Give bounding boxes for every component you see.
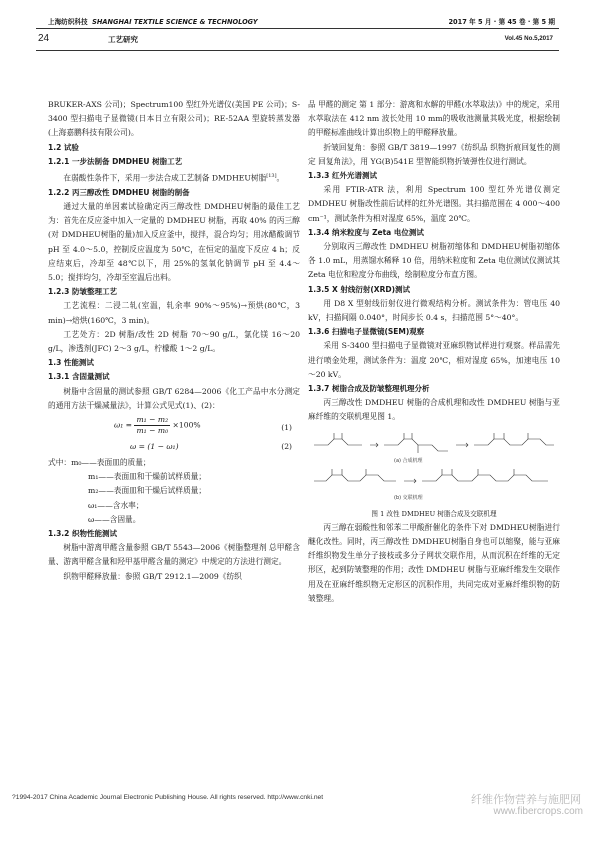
figure-caption: 图 1 改性 DMDHEU 树脂合成及交联机理	[371, 509, 497, 518]
definition-item: m₂——表面皿和干燥后试样质量；	[88, 486, 207, 496]
heading-1-3: 1.3 性能测试	[48, 358, 94, 368]
reaction-scheme	[308, 429, 560, 507]
section-title: 工艺研究	[108, 35, 138, 44]
definition-item: m₁——表面皿和干燥前试样质量；	[88, 472, 207, 482]
eq1-lhs: ω₁ =	[114, 420, 133, 430]
copyright-notice: ?1994-2017 China Academic Journal Electronic Publishing House. All rights reserved. http://www.cnki.net	[12, 794, 324, 801]
page-footer	[0, 794, 595, 818]
running-header	[0, 14, 595, 28]
journal-name: 上海纺织科技 SHANGHAI TEXTILE SCIENCE & TECHNOLOGY	[48, 18, 258, 26]
heading-1-3-1: 1.3.1 含固量测试	[48, 372, 110, 382]
figure-1	[308, 429, 560, 507]
paragraph-1-2-2: 通过大量的单因素试验确定丙三醇改性 DMDHEU树脂的最佳工艺为：首先在反应釜中加入一定量的 DMDHEU 树脂，再取 40% 的丙三醇(对 DMDHEU树脂的量)加入反应釜中，搅拌，混合均匀；用冰醋酸调节 pH 至 4.0～5.0，控制反应温度为 50℃，在恒定的温度下反应 4 h；反应结束后，冷却至 48℃以下，用 25%的氢氧化钠调节 pH 至 4.4～5.0；搅拌均匀，冷却至室温后出料。	[48, 201, 300, 282]
section-header	[0, 30, 595, 50]
header-rule-top	[36, 28, 559, 29]
paragraph-mechanism: 丙三醇在弱酸性和邻苯二甲酸酐催化的条件下对 DMDHEU树脂进行醚化改性。同时，丙三醇改性 DMDHEU树脂自身也可以缩聚，能与亚麻纤维织物发生单分子接枝或多分子网状交联作用，从而沉积在纤维的无定形区，起到防皱整理的作用；改性 DMDHEU 树脂与亚麻纤维发生交联作用及在亚麻纤维织物无定形区的沉积作用，共同完成对亚麻纤维织物的防皱整理。	[308, 522, 560, 603]
heading-1-2-1: 1.2.1 一步法制备 DMDHEU 树脂工艺	[48, 156, 183, 166]
paragraph-1-3-7: 丙三醇改性 DMDHEU 树脂的合成机理和改性 DMDHEU 树脂与亚麻纤维的交联机理见图 1。	[308, 398, 560, 422]
paragraph-crease-recovery: 折皱回复角：参照 GB/T 3819—1997《纺织品 织物折痕回复性的测定 回复角法》，用 YG(B)541E 型智能织物折皱弹性仪进行测试。	[308, 142, 560, 166]
eq2-body: ω = (1 − ω₁)	[130, 442, 179, 452]
paragraph-equipment: BRUKER-AXS 公司)；Spectrum100 型红外光谱仪(美国 PE 公司)；S-3400 型扫描电子显微镜(日本日立有限公司)；RE-52AA 型旋转蒸发器(上海嘉鹏科技有限公司)。	[48, 100, 300, 138]
definition-item: 式中：m₀——表面皿的质量；	[48, 458, 151, 468]
paragraph-continued: 品 甲醛的测定 第 1 部分：游离和水解的甲醛(水萃取法)》中的规定，采用水萃取法在 412 nm 波长处用 10 mm的吸收池测量其吸光度，根据绘制的甲醛标准曲线计算出织物上的甲醛释放量。	[308, 100, 560, 138]
right-column	[308, 98, 560, 606]
paragraph-process-flow: 工艺流程：二浸二轧(室温，轧余率 90%～95%)→预烘(80℃，3 min)→焙烘(160℃，3 min)。	[48, 301, 300, 325]
equation-2	[48, 439, 300, 455]
equation-1	[48, 414, 300, 438]
paragraph-process-recipe: 工艺处方：2D 树脂/改性 2D 树脂 70～90 g/L，氯化镁 16～20 g/L，渗透剂(JFC) 2～3 g/L，柠檬酸 1～2 g/L。	[48, 329, 300, 354]
heading-1-2: 1.2 试验	[48, 142, 79, 152]
heading-1-3-7: 1.3.7 树脂合成及防皱整理机理分析	[308, 384, 430, 394]
paragraph-1-3-4: 分别取丙三醇改性 DMDHEU 树脂初缩体和 DMDHEU树脂初缩体各 1.0 mL，用蒸馏水稀释 10 倍，用纳米粒度和 Zeta 电位测试仪测试其 Zeta 电位和粒度分布曲线，绘制粒度分布直方图。	[308, 242, 560, 280]
issue-info: 2017 年 5 月 · 第 45 卷 · 第 5 期	[448, 18, 555, 26]
heading-1-2-2: 1.2.2 丙三醇改性 DMDHEU 树脂的制备	[48, 187, 190, 197]
definition-item: ω——含固量。	[88, 514, 141, 524]
paragraph-formaldehyde-resin: 树脂中游离甲醛含量参照 GB/T 5543—2006《树脂整理剂 总甲醛含量、游离甲醛含量和羟甲基甲醛含量的测定》中规定的方法进行测定。	[48, 543, 300, 567]
paragraph-formaldehyde-fabric: 织物甲醛释放量：参照 GB/T 2912.1—2009《纺织	[63, 571, 242, 581]
watermark-text: 纤维作物营养与施肥网	[471, 793, 581, 806]
volume-info: Vol.45 No.5,2017	[504, 35, 553, 42]
heading-1-2-3: 1.2.3 防皱整理工艺	[48, 287, 117, 297]
definition-item: ω₁——含水率；	[88, 500, 144, 510]
paragraph-1-3-1: 树脂中含固量的测试参照 GB/T 6284—2006《化工产品中水分测定的通用方法干燥减量法》，计算公式见式(1)、(2)：	[48, 386, 300, 410]
eq1-numerator: m₁ − m₂	[136, 415, 169, 425]
watermark-url: www.fibercrops.com	[493, 806, 583, 817]
heading-1-3-3: 1.3.3 红外光谱测试	[308, 171, 377, 181]
heading-1-3-6: 1.3.6 扫描电子显微镜(SEM)观察	[308, 327, 425, 337]
heading-1-3-4: 1.3.4 纳米粒度与 Zeta 电位测试	[308, 227, 424, 237]
eq1-rhs: ×100%	[172, 420, 201, 430]
eq1-denominator: m₁ − m₀	[136, 426, 169, 436]
eq1-number: (1)	[281, 423, 292, 433]
heading-1-3-2: 1.3.2 织物性能测试	[48, 529, 117, 539]
eq1-fraction	[134, 415, 170, 436]
journal-name-en: SHANGHAI TEXTILE SCIENCE & TECHNOLOGY	[92, 18, 258, 26]
left-column	[48, 98, 300, 584]
paragraph-1-3-3: 采用 FTIR-ATR 法，利用 Spectrum 100 型红外光谱仪测定 DMDHEU 树脂改性前后试样的红外光谱图。其扫描范围在 4 000～400 cm⁻¹，测试条件为相对湿度 65%，温度 20℃。	[308, 185, 560, 223]
citation: [13]	[266, 173, 277, 180]
header-rule-bottom	[36, 50, 559, 51]
figure-subcaption-b: (b) 交联机理	[394, 494, 423, 501]
paragraph-1-3-6: 采用 S-3400 型扫描电子显微镜对亚麻织物试样进行观察。样品需先进行喷金处理，测试条件为：温度 20℃，相对湿度 65%，加速电压 10～20 kV。	[308, 341, 560, 379]
eq2-number: (2)	[281, 442, 292, 452]
page-number: 24	[38, 33, 50, 44]
paragraph-1-2-1: 在弱酸性条件下，采用一步法合成工艺制备 DMDHEU树脂[13]。	[63, 173, 285, 183]
heading-1-3-5: 1.3.5 X 射线衍射(XRD)测试	[308, 284, 410, 294]
figure-subcaption-a: (a) 合成机理	[394, 457, 423, 464]
paragraph-1-3-5: 用 D8 X 型射线衍射仪进行微观结构分析。测试条件为：管电压 40 kV，扫描间隔 0.040°，时间步长 0.4 s，扫描范围 5°～40°。	[308, 298, 560, 323]
